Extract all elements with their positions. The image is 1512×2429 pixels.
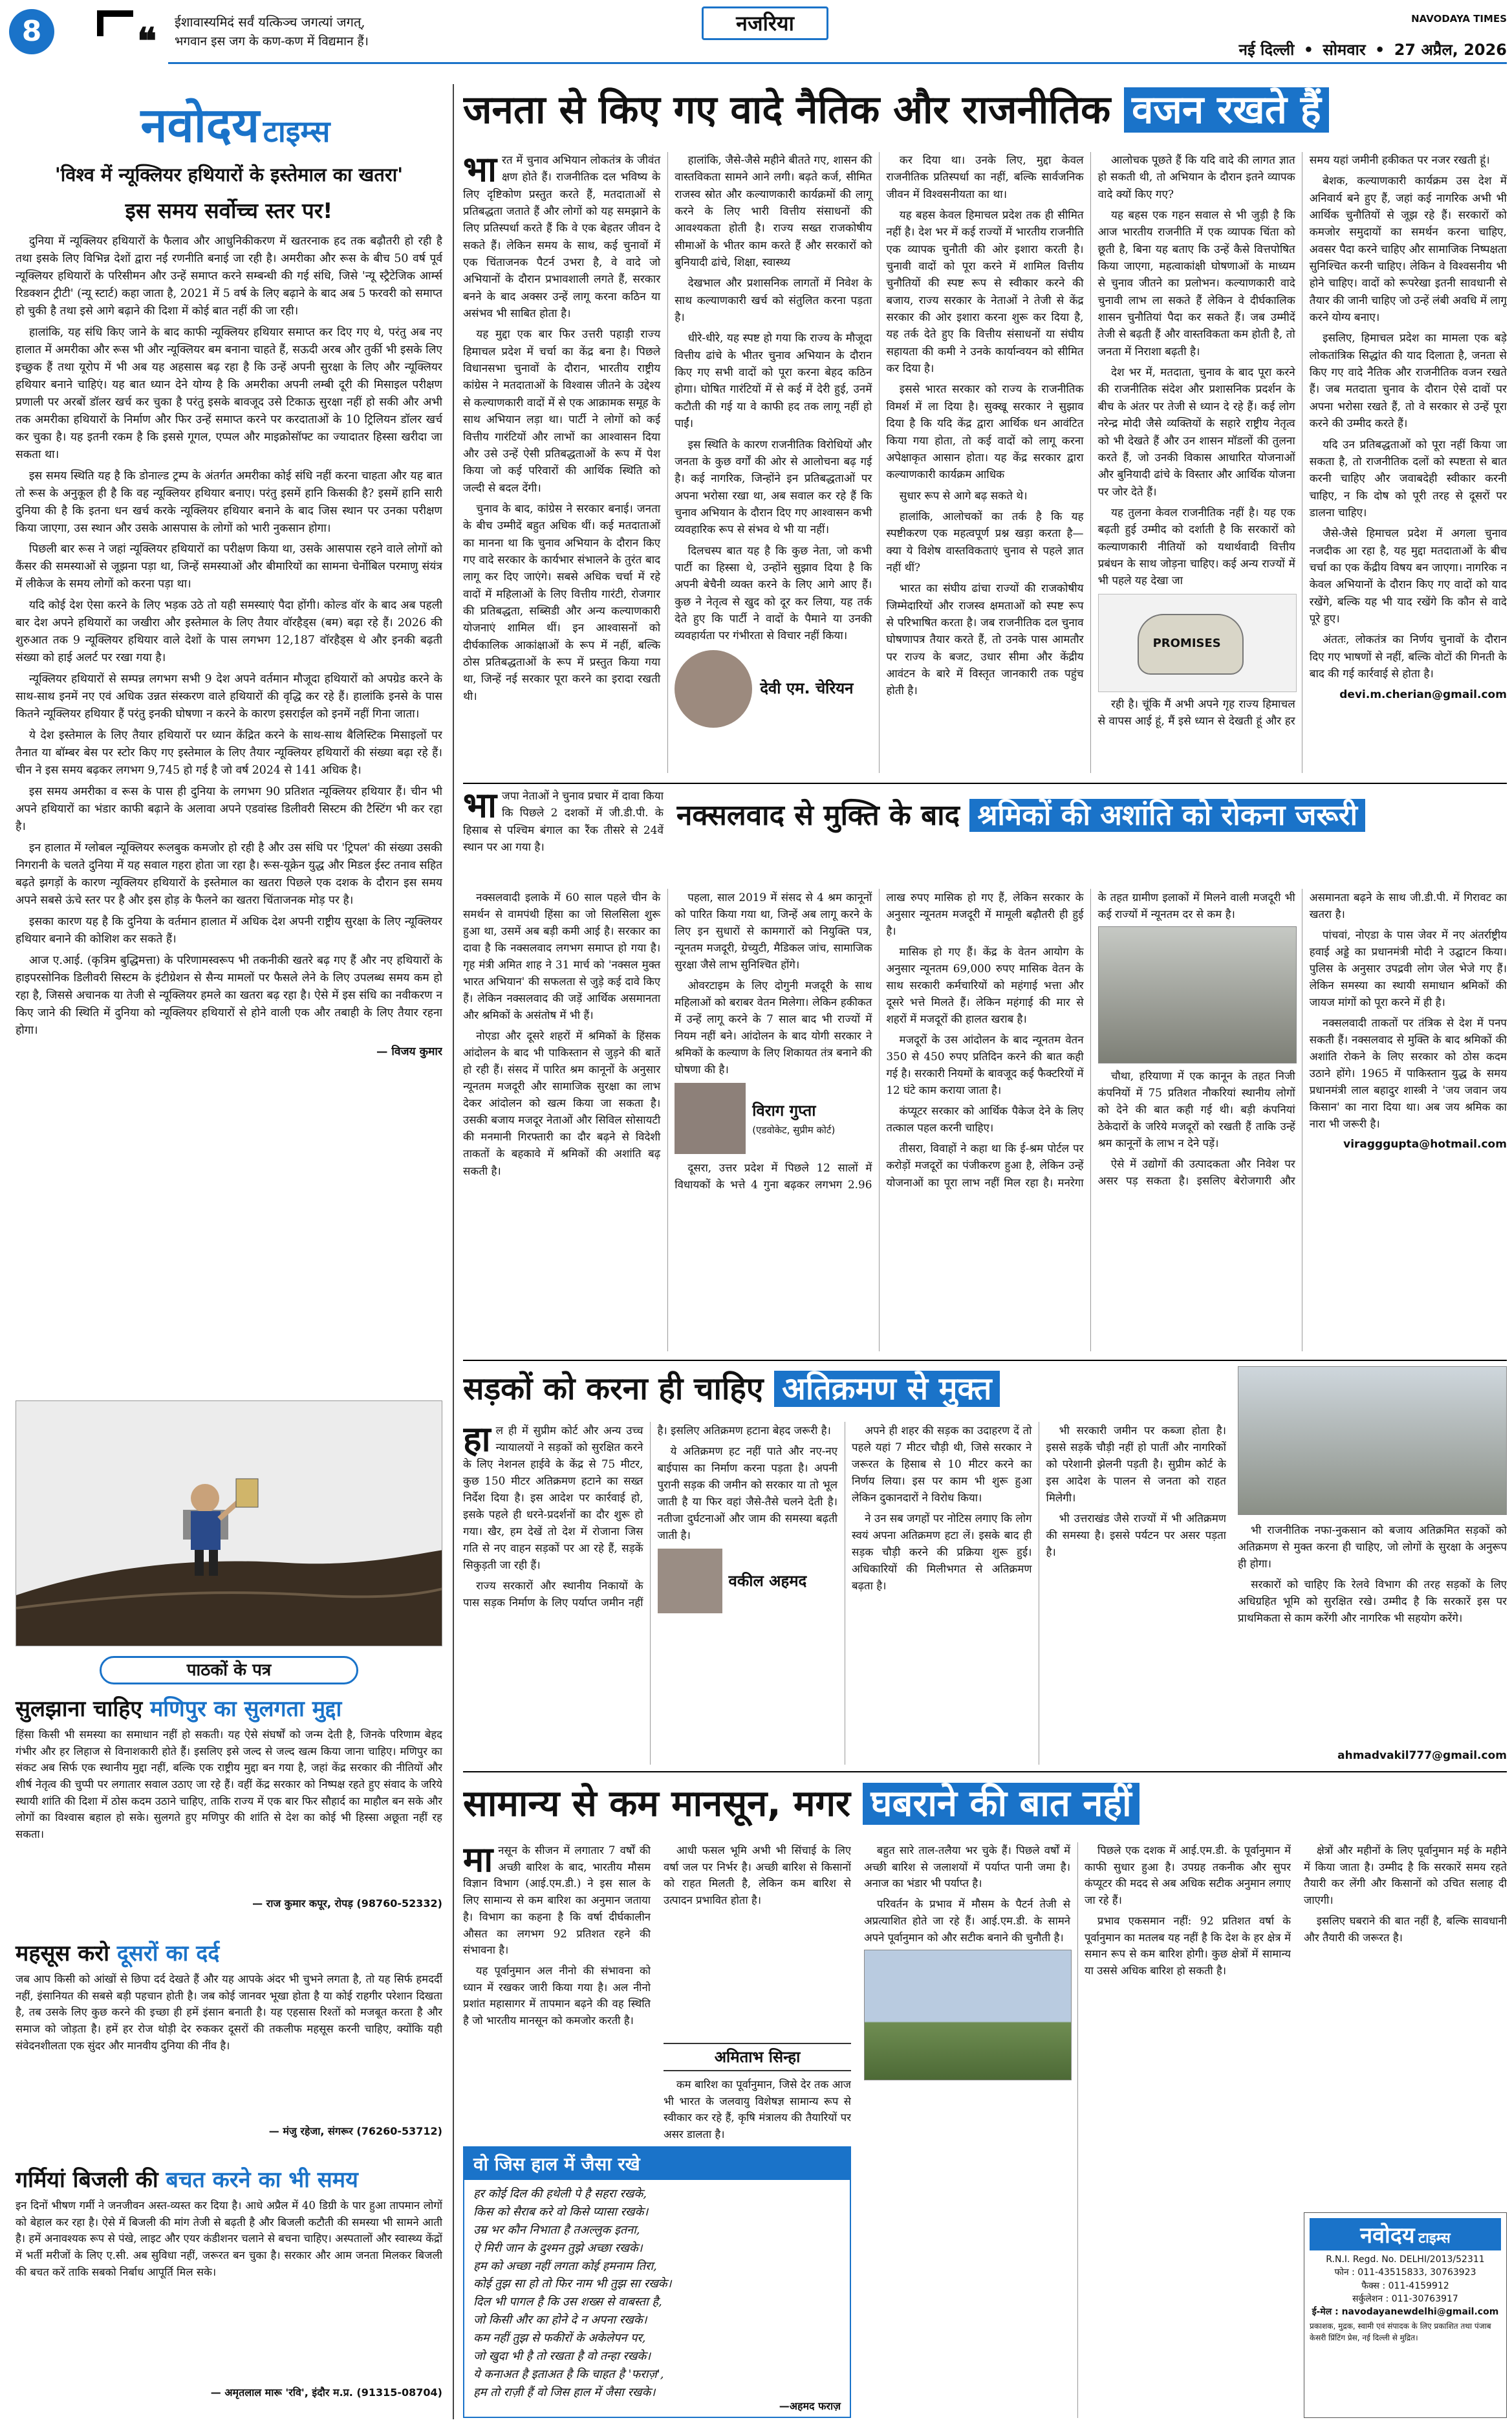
letter-title: गर्मियां बिजली की बचत करने का भी समय (16, 2167, 358, 2193)
article-paragraph: कर दिया था। उनके लिए, मुद्दा केवल राजनीतिक प्रतिस्पर्धा का नहीं, बल्कि सार्वजनिक जीवन में विश्वसनीयता का था। (886, 154, 1084, 201)
quote-mark-icon: ❝ (137, 20, 157, 63)
article-paragraph: ओवरटाइम के लिए दोगुनी मजदूरी के साथ महिलाओं को बराबर वेतन मिलेगा। लेकिन हकीकत में उन्हें लागू करने के 7 साल बाद भी राज्यों में नियम नहीं बने। आंदोलन के बाद योगी सरकार ने श्रमिकों के कल्याण के लिए शिकायत तंत्र बनाने की घोषणा की है। (675, 979, 872, 1076)
letter-item (16, 2167, 442, 2416)
article-body-side (1238, 1521, 1507, 1748)
article-paragraph: ये अतिक्रमण हट नहीं पाते और नए-नए बाईपास का निर्माण करना पड़ता है। अपनी पुरानी सड़क की जमीन को सरकार या तो भूल जाती है या फिर वहां जैसे-तैसे चलने देती है। नतीजा दुर्घटनाओं और जाम की समस्या बढ़ती जाती है। (657, 1444, 837, 1542)
dropcap: भा (463, 788, 497, 825)
article-paragraph: धीरे-धीरे, यह स्पष्ट हो गया कि राज्य के मौजूदा वित्तीय ढांचे के भीतर चुनाव अभियान के दौरान किए गए सभी वादों को पूरा करना बेहद कठिन होगा। घोषित गारंटियों में से कई में देरी हुई, उनमें कटौती की गई या वे काफी हद तक लागू नहीं हो पाईं। (675, 332, 872, 431)
article-paragraph: हालांकि, जैसे-जैसे महीने बीतते गए, शासन की वास्तविकता सामने आने लगी। बढ़ते कर्ज, सीमित राजस्व स्रोत और कल्याणकारी कार्यक्रमों की लागू करने के लिए भारी वित्तीय संसाधनों की आवश्यकता होती है। राज्य सख्त राजकोषीय सीमाओं के भीतर काम करते हैं और सरकारों को बुनियादी ढांचे, शिक्षा, स्वास्थ्य (675, 154, 872, 270)
article-body-mid2 (664, 2076, 851, 2141)
article-paragraph: दूसरा, उत्तर प्रदेश में पिछले 12 सालों में विधायकों के भत्ते 4 गुना बढ़कर लगभग 2.96 लाख रुपए मासिक हो गए हैं, लेकिन सरकार के अनुसार न्यूनतम मजदूरी में मामूली बढ़ौतरी ही हुई है। (675, 891, 1084, 1192)
author-photo (675, 1083, 746, 1154)
article-paragraph: पहला, साल 2019 में संसद से 4 श्रम कानूनों को पारित किया गया था, जिन्हें अब लागू करने के लिए इन सुधारों से कामगारों को नियुक्ति पत्र, न्यूनतम मजदूरी, ग्रेच्युटी, मैडिकल जांच, सामाजिक सुरक्षा जैसे लाभ सुनिश्चित होंगे। (675, 891, 872, 972)
dropcap: मा (463, 1842, 493, 1880)
article-paragraph: इसलिए, हिमाचल प्रदेश का मामला एक बड़े लोकतांत्रिक सिद्धांत की याद दिलाता है, जनता से किए गए वादे नैतिक और राजनीतिक वजन रखते हैं। जब मतदाता चुनाव के दौरान ऐसे दावों पर अपना भरोसा रखते हैं, तो वे सरकार से उन्हें पूरा करने की उम्मीद करते हैं। (1309, 332, 1507, 431)
article-body-left (463, 1842, 651, 2133)
section-rule (463, 1360, 1507, 1361)
imprint-fax: फैक्स : 011-4159912 (1361, 2280, 1449, 2291)
article-headline: सामान्य से कम मानसून, मगर घबराने की बात नहीं (463, 1778, 1507, 1832)
brand-label: NAVODAYA TIMES (1411, 13, 1507, 25)
article-paragraph: सरकारों को चाहिए कि रेलवे विभाग की तरह सड़कों के लिए अधिग्रहित भूमि को सुरक्षित रखे। उम्मीद है कि सरकारें इस पर प्राथमिकता से काम करेंगी और नागरिक भी सहयोग करेंगे। (1238, 1578, 1507, 1625)
promises-illustration (1098, 594, 1297, 692)
article-lead: भा जपा नेताओं ने चुनाव प्रचार में दावा किया कि पिछले 2 दशकों में जी.डी.पी. के हिसाब से पश्चिम बंगाल का रैंक तीसरे से 24वें स्थान पर आ गया है। (463, 788, 664, 855)
article-encroachment (463, 1366, 1507, 1767)
imprint-phone: फोन : 011-43515833, 30763923 (1334, 2267, 1476, 2278)
editorial-paragraph: इसका कारण यह है कि दुनिया के वर्तमान हालात में अधिक देश अपनी राष्ट्रीय सुरक्षा के लिए न्यूक्लियर हथियार बनाने की कोशिश कर सकते हैं। (16, 915, 442, 946)
article-paragraph: ने उन सब जगहों पर नोटिस लगाए कि लोग स्वयं अपना अतिक्रमण हटा लें। इसके बाद ही सड़क चौड़ी करने की प्रक्रिया शुरू हुई। अधिकारियों की मिलीभगत से अतिक्रमण बढ़ता है। (852, 1512, 1032, 1593)
editorial-signature: — विजय कुमार (376, 1045, 442, 1058)
section-label: नजरिया (702, 6, 828, 40)
page-number-badge: 8 (9, 9, 54, 54)
header-quote-line1: ईशावास्यमिदं सर्वं यत्किञ्च जगत्यां जगत्, (175, 14, 365, 30)
letter-item (16, 1696, 442, 1929)
imprint-circulation: सर्कुलेशन : 011-30763917 (1352, 2293, 1458, 2304)
author-name: विराग गुप्ता (752, 1102, 816, 1120)
article-paragraph: जैसे-जैसे हिमाचल प्रदेश में अगला चुनाव नजदीक आ रहा है, यह मुद्दा मतदाताओं के बीच चर्चा का एक केंद्रीय विषय बन जाएगा। नागरिक न केवल अभियानों के दौरान किए गए वादों को याद रखेंगे, बल्कि यह भी याद रखेंगे कि कौन से वादे पूरे हुए। (1309, 527, 1507, 626)
article-photo (864, 1950, 1072, 2080)
author-email: viragggupta@hotmail.com (1343, 1138, 1507, 1151)
letters-header: पाठकों के पत्र (100, 1656, 358, 1684)
article-headline: नक्सलवाद से मुक्ति के बाद श्रमिकों की अशांति को रोकना जरूरी (676, 794, 1507, 840)
imprint-publisher: प्रकाशक, मुद्रक, स्वामी एवं संपादक के लिए प्रकाशित तथा पंजाब केसरी प्रिंटिंग प्रेस, नई दिल्ली से मुद्रित। (1310, 2322, 1491, 2342)
editorial-paragraph: यदि कोई देश ऐसा करने के लिए भड़क उठे तो यही समस्याएं पैदा होंगी। कोल्ड वॉर के बाद अब पहली बार देश अपने हथियारों का जखीरा और इस्तेमाल के लिए तैयार वॉरहैड्स (बम) बढ़ा रहे हैं। 2026 की शुरुआत तक 9 न्यूक्लियर हथियार वाले देशों के पास लगभग 12,187 वॉरहैड्स थे और इनकी बढ़ती संख्या को हाई अलर्ट पर रखा गया है। (16, 599, 442, 665)
author-photo (675, 650, 752, 728)
article-paragraph: यह तुलना केवल राजनीतिक नहीं है। यह एक बढ़ती हुई उम्मीद को दर्शाती है कि सरकारों को कल्याणकारी नीतियों को यथार्थवादी वित्तीय प्रबंधन के साथ जोड़ना चाहिए। कई अन्य राज्यों में भी पहले यह देखा जा (1097, 506, 1295, 588)
article-body-far (1304, 1842, 1507, 2205)
article-body-right (864, 1842, 1291, 2418)
author-designation: (एडवोकेट, सुप्रीम कोर्ट) (752, 1124, 836, 1137)
editorial-paragraph: पिछली बार रूस ने जहां न्यूक्लियर हथियारों का परीक्षण किया था, उसके आसपास रहने वाले लोगों को कैंसर की समस्याओं से जूझना पड़ा था, जिन्हें समस्याओं और बीमारियों का सामना चेर्नोबिल परमाणु संयंत्र में लीकेज के समय लोगों को करना पड़ा था। (16, 543, 442, 591)
dropcap: हा (463, 1422, 491, 1459)
author-photo (658, 1549, 722, 1613)
editorial-paragraph: ये देश इस्तेमाल के लिए तैयार हथियारों पर ध्यान केंद्रित करने के साथ-साथ बैलिस्टिक मिसाइलों पर तैनात या बॉम्बर बेस पर स्टोर किए गए इस्तेमाल के लिए तैयार न्यूक्लियर हथियारों की संख्या बढ़ा रहे हैं। चीन ने इस समय बढ़कर लगभग 9,745 हो गई है जो वर्ष 2024 से 141 अधिक है। (16, 729, 442, 778)
letter-item (16, 1941, 442, 2154)
promises-label: PROMISES (1152, 636, 1221, 650)
article-paragraph: हालांकि, आलोचकों का तर्क है कि यह स्पष्टीकरण एक महत्वपूर्ण प्रश्न खड़ा करता है—क्या ये विशेष वास्तविकताएं चुनाव से पहले ज्ञात नहीं थीं? (886, 510, 1084, 574)
day-label: सोमवार (1323, 41, 1366, 59)
poem-signature: —अहमद फराज़ (779, 2400, 841, 2412)
poem-text: हर कोई दिल की हथेली पे है सहरा रखके, किस को सैराब करे वो किसे प्यासा रखके। उम्र भर कौन निभाता है तअल्लुक इतना, ऐ मिरी जान के दुश्मन तुझे अच्छा रखके। हम को अच्छा नहीं लगता कोई हमनाम तिरा, कोई तुझ सा हो तो फिर नाम भी तुझ सा रखके। दिल भी पागल है कि उस शख्स से वाबस्ता है, जो किसी और का होने दे न अपना रखके। कम नहीं तुझ से फकीरों के अकेलेपन पर, जो खुदा भी है तो रखता है वो तन्हा रखके। ये कनाअत है इताअत है कि चाहत है 'फराज़', हम तो राज़ी हैं वो जिस हाल में जैसा रखके। (473, 2187, 672, 2399)
masthead-hindi: नवोदय (140, 98, 260, 153)
article-paragraph: आधी फसल भूमि अभी भी सिंचाई के लिए वर्षा जल पर निर्भर है। अच्छी बारिश से किसानों को राहत मिलती है, लेकिन कम बारिश से उत्पादन प्रभावित होता है। (664, 1844, 851, 1907)
editorial-paragraph: आज ए.आई. (कृत्रिम बुद्धिमत्ता) के परिणामस्वरूप भी तकनीकी खतरे बढ़ गए हैं और नए हथियारों के हाइपरसोनिक डिलीवरी सिस्टम के इंटीग्रेशन से सैन्य मामलों पर फैसले लेने के लिए उपलब्ध समय कम हो रहा है, जिससे अचानक या तेजी से न्यूक्लियर हमले का खतरा बढ़ रहा है। ऐसे में इस संधि का नवीकरण न किए जाने की स्थिति में दुनिया को न्यूक्लियर हथियारों से होने वाली एक और तबाही के लिए तैयार रहना होगा। (16, 953, 442, 1037)
letter-signature: — अमृतलाल मारू 'रवि', इंदौर म.प्र. (91315-08704) (210, 2386, 442, 2399)
article-body-mid (664, 1842, 851, 2036)
cartoon-illustration (16, 1401, 442, 1646)
section-rule (463, 783, 1507, 784)
date-label: 27 अप्रैल, 2026 (1394, 41, 1507, 59)
article-paragraph: नक्सलवादी इलाके में 60 साल पहले चीन के समर्थन से वामपंथी हिंसा का जो सिलसिला शुरू हुआ था, उसमें अब बड़ी कमी आई है। सरकार का दावा है कि नक्सलवाद लगभग समाप्त हो गया है। गृह मंत्री अमित शाह ने 31 मार्च को 'नक्सल मुक्त भारत अभियान' की सफलता से जुड़े कई दावे किए हैं। लेकिन नक्सलवाद की जड़ें आर्थिक असमानता और श्रमिकों के असंतोष में भी हैं। (463, 891, 661, 1022)
editorial-body (16, 233, 442, 1384)
editorial-paragraph: इस समय स्थिति यह है कि डोनाल्ड ट्रम्प के अंतर्गत अमरीका कोई संधि नहीं करना चाहता और यह बात तो रूस के अनुकूल ही है कि वह न्यूक्लियर हथियार बनाए। परंतु इसमें हानि किसकी है? इसमें हानि सारी दुनिया की है कि इतना धन खर्च करके न्यूक्लियर हथियार बनाने के बाद जिस स्थान पर उनका परीक्षण किया जाएगा, उस स्थान और उसके आसपास के लोगों को भारी नुकसान होगा। (16, 469, 442, 535)
editorial-paragraph: इस समय अमरीका व रूस के पास ही दुनिया के लगभग 90 प्रतिशत न्यूक्लियर हथियार हैं। चीन भी अपने हथियारों का भंडार काफी बढ़ाने के अलावा अपने एडवांस्ड डिलीवरी सिस्टम की टैस्टिंग भी कर रहा है। (16, 785, 442, 833)
article-paragraph: इसलिए घबराने की बात नहीं है, बल्कि सावधानी और तैयारी की जरूरत है। (1304, 1914, 1507, 1944)
article-paragraph: आलोचक पूछते हैं कि यदि वादे की लागत ज्ञात हो सकती थी, तो अभियान के दौरान इतने व्यापक वादे क्यों किए गए? (1097, 154, 1295, 201)
article-photo (1238, 1366, 1507, 1515)
author-block (675, 650, 872, 728)
column-divider (453, 84, 454, 2419)
author-email: ahmadvakil777@gmail.com (1337, 1749, 1507, 1762)
author-name: वकील अहमद (728, 1571, 807, 1590)
author-name: देवी एम. चेरियन (760, 679, 854, 698)
article-paragraph: भी सरकारी जमीन पर कब्जा होता है। इससे सड़कें चौड़ी नहीं हो पातीं और नागरिकों को परेशानी झेलनी पड़ती है। सुप्रीम कोर्ट के इस आदेश के पालन से जनता को राहत मिलेगी। (1046, 1424, 1226, 1505)
article-naxalism (463, 788, 1507, 1357)
poem-box (463, 2146, 851, 2418)
letter-signature: — मंजु रहेजा, संगरूर (76260-53712) (268, 2124, 442, 2137)
article-paragraph: रत में चुनाव अभियान लोकतंत्र के जीवंत क्षण होते हैं। राजनीतिक दल भविष्य के लिए दृष्टिकोण प्रस्तुत करते हैं, मतदाताओं से प्रतिबद्धता जताते हैं और लोगों को यह समझाने के लिए प्रतिस्पर्धा करते हैं कि वे एक बेहतर जीवन दे सकते हैं। लेकिन समय के साथ, कई चुनावों में एक चिंताजनक पैटर्न उभरा है, वे वादे जो अभियानों के दौरान प्रभावशाली लगते हैं, सरकार बनने के बाद अक्सर उन्हें लागू करना कठिन या असंभव भी साबित होता है। (463, 154, 661, 321)
article-paragraph: इससे भारत सरकार को राज्य के राजनीतिक विमर्श में ला दिया है। सुक्खू सरकार ने सुझाव दिया है कि यदि केंद्र द्वारा आर्थिक धन आवंटित किया गया होता, तो कई वादों को लागू करना अपेक्षाकृत आसान होता। यह केंद्र सरकार द्वारा कल्याणकारी कार्यक्रम आधिक (886, 383, 1084, 482)
author-block (658, 1549, 838, 1613)
article-paragraph: रही है। चूंकि मैं अभी अपने गृह राज्य हिमाचल से वापस आई हूं, मैं इसे ध्यान से देखती हूं और हर समय यहां जमीनी हकीकत पर नजर रखती हूं। (1097, 154, 1490, 728)
article-headline: जनता से किए गए वादे नैतिक और राजनीतिक वजन रखते हैं (463, 81, 1507, 140)
author-block (675, 1083, 872, 1154)
article-paragraph: देश भर में, मतदाता, चुनाव के बाद पूरा करने की राजनीतिक संदेश और प्रशासनिक प्रदर्शन के बीच के अंतर पर तेजी से ध्यान दे रहे हैं। कई लोग नरेन्द्र मोदी जैसे व्यक्तियों के सहारे राष्ट्रीय नेतृत्व को भी देखते हैं और उन शासन मॉडलों की तुलना करते हैं, जो उनकी विकास आधारित योजनाओं और बुनियादी ढांचे के विस्तार और आर्थिक योजना पर जोर देते हैं। (1097, 366, 1295, 499)
article-paragraph: पांचवां, नोएडा के पास जेवर में नए अंतर्राष्ट्रीय हवाई अड्डे का प्रधानमंत्री मोदी ने उद्घाटन किया। पुलिस के अनुसार उपद्रवी लोग जेल भेजे गए हैं। लेकिन समस्या का स्थायी समाधान श्रमिकों की जायज मांगों को पूरा करने में ही है। (1309, 928, 1507, 1009)
article-paragraph: चुनाव के बाद, कांग्रेस ने सरकार बनाई। जनता के बीच उम्मीदें बहुत अधिक थीं। कई मतदाताओं का मानना था कि चुनाव अभियान के दौरान किए गए वादे सरकार के कार्यभार संभालने के तुरंत बाद लागू कर दिए जाएंगे। सबसे अधिक चर्चा में रहे वादों में महिलाओं के लिए वित्तीय गारंटी, रोजगार की प्रतिबद्धता, सब्सिडी और अन्य कल्याणकारी योजनाएं शामिल थीं। इन आश्वासनों को दीर्घकालिक आकांक्षाओं के रूप में नहीं, बल्कि ठोस प्रतिबद्धताओं के रूप में प्रस्तुत किया गया था, जिन्हें नई सरकार पूरा करने का इरादा रखती थी। (463, 502, 661, 703)
article-body (463, 1422, 1226, 1765)
article-paragraph: नसून के सीजन में लगातार 7 वर्षों की अच्छी बारिश के बाद, भारतीय मौसम विज्ञान विभाग (आई.एम.डी.) ने इस साल के लिए सामान्य से कम बारिश का अनुमान जताया है। विभाग का कहना है कि वर्षा दीर्घकालीन औसत का लगभग 92 प्रतिशत रहने की संभावना है। (463, 1844, 651, 1957)
letter-body: हिंसा किसी भी समस्या का समाधान नहीं हो सकती। यह ऐसे संघर्षों को जन्म देती है, जिनके परिणाम बेहद गंभीर और हर लिहाज से विनाशकारी होते हैं। इसलिए इसे जल्द से जल्द खत्म किया जाना चाहिए। मणिपुर का संकट अब सिर्फ एक स्थानीय मुद्दा नहीं, बल्कि एक राष्ट्रीय मुद्दा बन गया है, जहां केंद्र सरकार की नीतियों और शीर्ष नेतृत्व की चुप्पी पर लगातार सवाल उठाए जा रहे हैं। वहीं केंद्र सरकार को निष्पक्ष रहते हुए संवाद के जरिये स्थायी शांति की दिशा में ठोस कदम उठाने चाहिए, ताकि राज्य में एक बार फिर सौहार्द का माहौल बन सके और लोगों का विश्वास बहाल हो सके। सुलगते हुए मणिपुर की शांति से देश का कोई भी हिस्सा अछूता नहीं रह सकता। (16, 1728, 442, 1841)
cartoon (16, 1400, 442, 1646)
article-paragraph: राज्य सरकारों और स्थानीय निकायों के पास सड़क निर्माण के लिए पर्याप्त जमीन नहीं है। इसलिए अतिक्रमण हटाना बेहद जरूरी है। (463, 1424, 831, 1609)
article-paragraph: मजदूरों के उस आंदोलन के बाद न्यूनतम वेतन 350 से 450 रुपए प्रतिदिन करने की बात कही गई है। सरकारी नियमों के बावजूद कई फैक्टरियों में 12 घंटे काम कराया जाता है। (886, 1033, 1084, 1097)
header-quote-line2: भगवान इस जग के कण-कण में विद्यमान हैं। (175, 34, 369, 49)
article-paragraph: नक्सलवादी ताकतों पर तंत्रिक से देश में पनप सकती हैं। नक्सलवाद से मुक्ति के बाद श्रमिकों की अशांति रोकने के लिए सरकार को ठोस कदम उठाने होंगे। 1965 में पाकिस्तान युद्ध के समय प्रधानमंत्री लाल बहादुर शास्त्री ने 'जय जवान जय किसान' का नारा दिया था। अब जय श्रमिक का नारा भी जरूरी है। (1309, 1016, 1507, 1131)
article-paragraph: मासिक हो गए हैं। केंद्र के वेतन आयोग के अनुसार न्यूनतम 69,000 रुपए मासिक वेतन के साथ सरकारी कर्मचारियों को महंगाई भत्ता और दूसरे भत्ते मिलते हैं। लेकिन महंगाई की मार से शहरों में मजदूरों की हालत खराब है। (886, 945, 1084, 1026)
letters-section (16, 1656, 442, 2419)
article-paragraph: बेशक, कल्याणकारी कार्यक्रम उस देश में अनिवार्य बने हुए हैं, जहां कई नागरिक अभी भी आर्थिक चुनौतियों से जूझ रहे हैं। सरकारों को कमजोर समुदायों का समर्थन करना चाहिए, अवसर पैदा करने चाहिए और सामाजिक निष्पक्षता सुनिश्चित करनी चाहिए। लेकिन वे विश्वसनीय भी होने चाहिए। वादों को रूपरेखा इतनी सावधानी से तैयार की जानी चाहिए जो उन्हें लंबी अवधि में लागू करने योग्य बनाए। (1309, 175, 1507, 325)
article-paragraph: पिछले एक दशक में आई.एम.डी. के पूर्वानुमान में काफी सुधार हुआ है। उपग्रह तकनीक और सुपर कंप्यूटर की मदद से अब अधिक सटीक अनुमान लगाए जा रहे हैं। (1085, 1844, 1291, 1907)
article-paragraph: भी उत्तराखंड जैसे राज्यों में भी अतिक्रमण की समस्या है। इससे पर्यटन पर असर पड़ता है। (1046, 1512, 1226, 1559)
header-rule (168, 62, 1507, 64)
article-paragraph: ल ही में सुप्रीम कोर्ट और अन्य उच्च न्यायालयों ने सड़कों को सुरक्षित करने के लिए नेशनल हाईवे के केंद्र से 75 मीटर, कुछ 150 मीटर अतिक्रमण हटाने का सख्त निर्देश दिया है। इस आदेश पर कार्रवाई हो, इसके पहले ही धरने-प्रदर्शनों का दौर शुरू हो गया। खैर, हम देखें तो देश में रोजाना जिस गति से नए वाहन सड़कों पर आ रहे हैं, सड़कें सिकुड़ती जा रही हैं। (463, 1424, 643, 1572)
imprint-email: ई-मेल : navodayanewdelhi@gmail.com (1312, 2307, 1499, 2318)
article-paragraph: नोएडा और दूसरे शहरों में श्रमिकों के हिंसक आंदोलन के बाद भी पाकिस्तान से जुड़ने की बातें हो रही हैं। संसद में पारित श्रम कानूनों के अनुसार न्यूनतम मजदूरी और सामाजिक सुरक्षा का लाभ देकर आंदोलन को खत्म किया जा सकता है। उसकी बजाय मजदूर नेताओं और सिविल सोसायटी की मनमानी गिरफ्तारी का दौर बढ़ने से विदेशी ताकतों के बहकावे में श्रमिकों की अशांति बढ़ सकती है। (463, 1029, 661, 1177)
article-paragraph: कंप्यूटर सरकार को आर्थिक पैकेज देने के लिए तत्काल पहल करनी चाहिए। (886, 1104, 1084, 1135)
article-paragraph: ऐसे में उद्योगों की उत्पादकता और निवेश पर असर पड़ सकता है। इसलिए बेरोजगारी और असमानता बढ़ने के साथ जी.डी.पी. में गिरावट का खतरा है। (1097, 891, 1507, 1188)
editorial-section (16, 91, 442, 1391)
letter-signature: — राज कुमार कपूर, रोपड़ (98760-52332) (252, 1897, 442, 1910)
article-paragraph: भी राजनीतिक नफा-नुकसान को बजाय अतिक्रमित सड़कों को अतिक्रमण से मुक्त करना ही चाहिए, जो लोगों के सुरक्षा के अनुरूप ही होगा। (1238, 1523, 1507, 1571)
editorial-subtitle: इस समय सर्वोच्च स्तर पर! (125, 198, 333, 223)
article-paragraph: यदि उन प्रतिबद्धताओं को पूरा नहीं किया जा सकता है, तो राजनीतिक दलों को स्पष्टता से बात करनी चाहिए और जवाबदेही स्वीकार करनी चाहिए, न कि दोष को पूरी तरह से दूसरों पर डालना चाहिए। (1309, 438, 1507, 519)
editorial-title: 'विश्व में न्यूक्लियर हथियारों के इस्तेमाल का खतरा' (54, 164, 404, 186)
letter-title: सुलझाना चाहिए मणिपुर का सुलगता मुद्दा (16, 1696, 342, 1722)
article-paragraph: सुधार रूप से आगे बढ़ सकते थे। (899, 489, 1028, 503)
article-paragraph: भारत का संघीय ढांचा राज्यों की राजकोषीय जिम्मेदारियों और राजस्व क्षमताओं को स्पष्ट रूप से परिभाषित करता है। जब राजनीतिक दल चुनाव घोषणापत्र तैयार करते हैं, तो उनके पास आमतौर पर राज्य के बजट, उधार सीमा और केंद्रीय आवंटन के बारे में विस्तृत जानकारी तक पहुंच होती है। (886, 582, 1084, 698)
imprint-reg: R.N.I. Regd. No. DELHI/2013/52311 (1326, 2254, 1485, 2265)
author-byline: अमिताभ सिन्हा (664, 2043, 851, 2071)
city-label: नई दिल्ली (1238, 41, 1295, 59)
article-paragraph: बहुत सारे ताल-तलैया भर चुके हैं। पिछले वर्षों में अच्छी बारिश से जलाशयों में पर्याप्त पानी जमा है। अनाज का भंडार भी पर्याप्त है। (864, 1844, 1070, 1890)
article-body (463, 889, 1507, 1351)
masthead-english: टाइम्स (263, 114, 330, 149)
author-email: devi.m.cherian@gmail.com (1339, 688, 1507, 702)
article-body (463, 152, 1507, 773)
article-paragraph: यह बहस एक गहन सवाल से भी जुड़ी है कि आज भारतीय राजनीति में एक व्यापक चिंता को छूती है, बिना यह बताए कि उन्हें कैसे वित्तपोषित किया जाएगा, महत्वाकांक्षी घोषणाओं के माध्यम से चुनाव जीतने का प्रलोभन। कल्याणकारी वादे चुनावी लाभ ला सकते हैं लेकिन वे दीर्घकालिक शासन चुनौतियां पैदा कर सकते हैं। जब उम्मीदें तेजी से बढ़ती हैं और वास्तविकता कम होती है, तो जनता में निराशा बढ़ती है। (1097, 209, 1295, 358)
article-paragraph: यह मुद्दा एक बार फिर उत्तरी पहाड़ी राज्य हिमाचल प्रदेश में चर्चा का केंद्र बना है। पिछले विधानसभा चुनावों के दौरान, भारतीय राष्ट्रीय कांग्रेस ने मतदाताओं के विश्वास जीतने के उद्देश्य से कल्याणकारी वादों में से एक आक्रामक समूह के साथ अभियान लड़ा था। पार्टी ने लोगों को कई वित्तीय गारंटियों और लाभों का आश्वासन दिया और उसे उन्हें ऐसी प्रतिबद्धताओं के रूप में पेश किया जो कई परिवारों की आर्थिक स्थिति को जल्दी से बदल देंगी। (463, 328, 661, 495)
article-paragraph: प्रभाव एकसमान नहीं: 92 प्रतिशत वर्षा के पूर्वानुमान का मतलब यह नहीं है कि देश के हर क्षेत्र में समान रूप से कम बारिश होगी। कुछ क्षेत्रों में सामान्य या उससे अधिक बारिश हो सकती है। (1085, 1914, 1291, 1977)
article-paragraph: अंततः, लोकतंत्र का निर्णय चुनावों के दौरान दिए गए भाषणों से नहीं, बल्कि वोटों की गिनती के बाद की गई कार्रवाई से होता है। (1309, 633, 1507, 681)
dropcap: भा (463, 152, 497, 190)
editorial-masthead (93, 91, 378, 153)
article-paragraph: दिलचस्प बात यह है कि कुछ नेता, जो कभी पार्टी का हिस्सा थे, उन्होंने सुझाव दिया है कि अपनी बेचैनी व्यक्त करने के लिए आगे आए हैं। कुछ ने नेतृत्व से खुद को दूर कर लिया, यह तर्क देते हुए कि पार्टी ने वादों के पैमाने या उनकी व्यवहार्यता पर गंभीरता से विचार नहीं किया। (675, 544, 872, 643)
article-paragraph: देखभाल और प्रशासनिक लागतों में निवेश के साथ कल्याणकारी खर्च को संतुलित करना पड़ता है। (675, 277, 872, 325)
editorial-paragraph: इन हालात में ग्लोबल न्यूक्लियर रूलबुक कमजोर हो रही है और उस संधि पर 'ट्रिपल' की संख्या उसकी निगरानी के चलते दुनिया में यह सवाल गहरा होता जा रहा है। रूस-यूक्रेन युद्ध और मिडल ईस्ट तनाव सहित बढ़ते झगड़ों के कारण न्यूक्लियर हथियारों के इस्तेमाल का खतरा पिछले एक दशक के दौरान इस समय अपने सबसे ऊंचे स्तर पर है और इस होड़ के फैलने का खतरा चिंताजनक मोड़ पर है। (16, 841, 442, 907)
imprint-box (1304, 2212, 1507, 2418)
article-promises (463, 81, 1507, 779)
dateline: नई दिल्ली • सोमवार • 27 अप्रैल, 2026 (1238, 41, 1507, 59)
article-paragraph: कम बारिश का पूर्वानुमान, जिसे देर तक आज भी भारत के जलवायु विशेषज्ञ सामान्य रूप से स्वीकार कर रहे हैं, कृषि मंत्रालय की तैयारियों पर असर डालता है। (664, 2078, 851, 2141)
imprint-masthead: नवोदय टाइम्स (1310, 2218, 1501, 2250)
article-paragraph: यह बहस केवल हिमाचल प्रदेश तक ही सीमित नहीं है। देश भर में कई राज्यों में भारतीय राजनीति एक व्यापक चुनौती की ओर इशारा करती है। चुनावी वादों को पूरा करने में शामिल वित्तीय चुनौतियों की स्पष्ट रूप से स्वीकार करने की बजाय, राज्य सरकार के नेताओं ने तेजी से केंद्र सरकार की ओर इशारा करना शुरू कर दिया है, यह तर्क देते हुए कि वित्तीय संसाधनों या संघीय सहायता की कमी ने उनके कार्यान्वयन को सीमित कर दिया है। (886, 209, 1084, 376)
article-headline: सड़कों को करना ही चाहिए अतिक्रमण से मुक्त (463, 1366, 1226, 1413)
article-paragraph: परिवर्तन के प्रभाव में मौसम के पैटर्न तेजी से अप्रत्याशित होते जा रहे हैं। आई.एम.डी. के सामने अपने पूर्वानुमान को और सटीक बनाने की चुनौती है। (864, 1898, 1070, 1944)
editorial-paragraph: न्यूक्लियर हथियारों से सम्पन्न लगभग सभी 9 देश अपने वर्तमान मौजूदा हथियारों को अपग्रेड करने के साथ-साथ इनमें नए एवं अधिक उन्नत संस्करण वाले हथियारों की वृद्धि कर रहे हैं। हालांकि इनसे के पास कितने न्यूक्लियर हथियार हैं परंतु इनकी घोषणा न करने के कारण इसराईल को इनमें नहीं गिना जाता। (16, 673, 442, 721)
article-paragraph: क्षेत्रों और महीनों के लिए पूर्वानुमान मई के महीने में किया जाता है। उम्मीद है कि सरकारें समय रहते तैयारी कर लेंगी और किसानों को उचित सलाह दी जाएगी। (1304, 1844, 1507, 1907)
article-paragraph: अपने ही शहर की सड़क का उदाहरण दें तो पहले यहां 7 मीटर चौड़ी थी, जिसे सरकार ने जरूरत के हिसाब से 10 मीटर करने का निर्णय लिया। इस पर काम भी शुरू हुआ लेकिन दुकानदारों ने विरोध किया। (852, 1424, 1032, 1505)
article-paragraph: चौथा, हरियाणा में एक कानून के तहत निजी कंपनियों में 75 प्रतिशत नौकरियां स्थानीय लोगों को देने की बात कही गई थी। बड़ी कंपनियां ठेकेदारों के जरिये मजदूरों को रखती हैं ताकि उन्हें श्रम कानूनों के लाभ न देने पड़ें। (1097, 1069, 1295, 1150)
article-paragraph: तीसरा, विवाहों ने कहा था कि ई-श्रम पोर्टल पर करोड़ों मजदूरों का पंजीकरण हुआ है, लेकिन उन्हें योजनाओं का पूरा लाभ नहीं मिल रहा है। मनरेगा के तहत ग्रामीण इलाकों में मिलने वाली मजदूरी भी कई राज्यों में न्यूनतम दर से कम है। (886, 891, 1295, 1189)
article-monsoon (463, 1778, 1507, 2424)
poem-title: वो जिस हाल में जैसा रखे (464, 2148, 850, 2180)
header-bracket-icon (97, 10, 133, 36)
section-rule (463, 1771, 1507, 1772)
article-photo (1098, 926, 1297, 1063)
article-paragraph: इस स्थिति के कारण राजनीतिक विरोधियों और जनता के कुछ वर्गों की ओर से आलोचना बढ़ गई है। कई नागरिक, जिन्होंने इन प्रतिबद्धताओं पर अपना भरोसा रखा था, अब सवाल कर रहे हैं कि चुनाव अभियान के दौरान दिए गए आश्वासन कभी व्यवहारिक रूप से संभव थे भी या नहीं। (675, 438, 872, 537)
letter-body: जब आप किसी को आंखों से छिपा दर्द देखते हैं और यह आपके अंदर भी चुभने लगता है, तो यह सिर्फ हमदर्दी नहीं, इंसानियत की सबसे बड़ी पहचान होती है। जब कोई जानवर भूखा होता है या कोई राहगीर परेशान दिखता है, तब उसके लिए कुछ करने की इच्छा ही हमें इंसान बनाती है। यह एहसास रिश्तों को मजबूत करता है और समाज को जोड़ता है। हमें हर रोज थोड़ी देर रुककर दूसरों की तकलीफ महसूस करनी चाहिए, क्योंकि यही संवेदनशीलता एक सुंदर और मानवीय दुनिया की नींव है। (16, 1972, 442, 2052)
editorial-paragraph: दुनिया में न्यूक्लियर हथियारों के फैलाव और आधुनिकीकरण में खतरनाक हद तक बढ़ौतरी हो रही है तथा इसके लिए विभिन्न देशों द्वारा नई रणनीति बनाई जा रही है। अमरीका और रूस के बीच 50 वर्ष पूर्व न्यूक्लियर हथियारों के परिसीमन और उन्हें समाप्त करने सम्बन्धी की गई संधि, जिसे 'न्यू स्ट्रैटेजिक आर्म्स रिडक्शन ट्रीटी' (न्यू स्टार्ट) कहा जाता है, 2021 में 5 वर्ष के लिए बढ़ाने के बाद अब 5 फरवरी को समाप्त हो चुकी है तथा इसे आगे बढ़ाने की दिशा में कोई बात नहीं की जा रही। (16, 235, 442, 318)
page-header (0, 0, 1512, 65)
article-paragraph: यह पूर्वानुमान अल नीनो की संभावना को ध्यान में रखकर जारी किया गया है। अल नीनो प्रशांत महासागर में तापमान बढ़ने की वह स्थिति है जो भारतीय मानसून को कमजोर करती है। (463, 1965, 651, 2027)
editorial-paragraph: हालांकि, यह संधि किए जाने के बाद काफी न्यूक्लियर हथियार समाप्त कर दिए गए थे, परंतु अब नए हालात में अमरीका और रूस भी और न्यूक्लियर बम बनाना चाहते हैं, सऊदी अरब और तुर्की भी इसके लिए इच्छुक हैं तथा यूरोप में भी अब यह अहसास बढ़ रहा है कि उन्हें अपनी सुरक्षा के लिए और न्यूक्लियर हथियार बनाने चाहिएं। यह बात ध्यान देने योग्य है कि अमरीका अपनी लम्बी दूरी की मिसाइल परीक्षण प्रणाली पर अरबों डॉलर खर्च कर चुका है परंतु इसके बावजूद उसे टिकाऊ सुरक्षा नहीं हो सकी और अभी तक अमरीका हथियारों के निर्माण और फिर उन्हें समाप्त करने पर करदाताओं के 10 ट्रिलियन डॉलर खर्च कर चुका है। यह इतनी रकम है कि इससे गूगल, एप्पल और माइक्रोसॉफ्ट का ज्यादातर हिस्सा खरीदा जा सकता था। (16, 325, 442, 461)
letter-body: इन दिनों भीषण गर्मी ने जनजीवन अस्त-व्यस्त कर दिया है। आधे अप्रैल में 40 डिग्री के पार हुआ तापमान लोगों को बेहाल कर रहा है। ऐसे में बिजली की मांग तेजी से बढ़ती है और बिजली कटौती की समस्या भी सामने आती है। हमें अनावश्यक रूप से पंखे, लाइट और एयर कंडीशनर चलाने से बचना चाहिए। अस्पतालों और स्वास्थ्य केंद्रों में भर्ती मरीजों के लिए ए.सी. अब सुविधा नहीं, जरूरत बन चुका है। सरकार और आम जनता मिलकर बिजली की बचत करें ताकि सबको निर्बाध आपूर्ति मिल सके। (16, 2199, 442, 2278)
letter-title: महसूस करो दूसरों का दर्द (16, 1941, 220, 1966)
